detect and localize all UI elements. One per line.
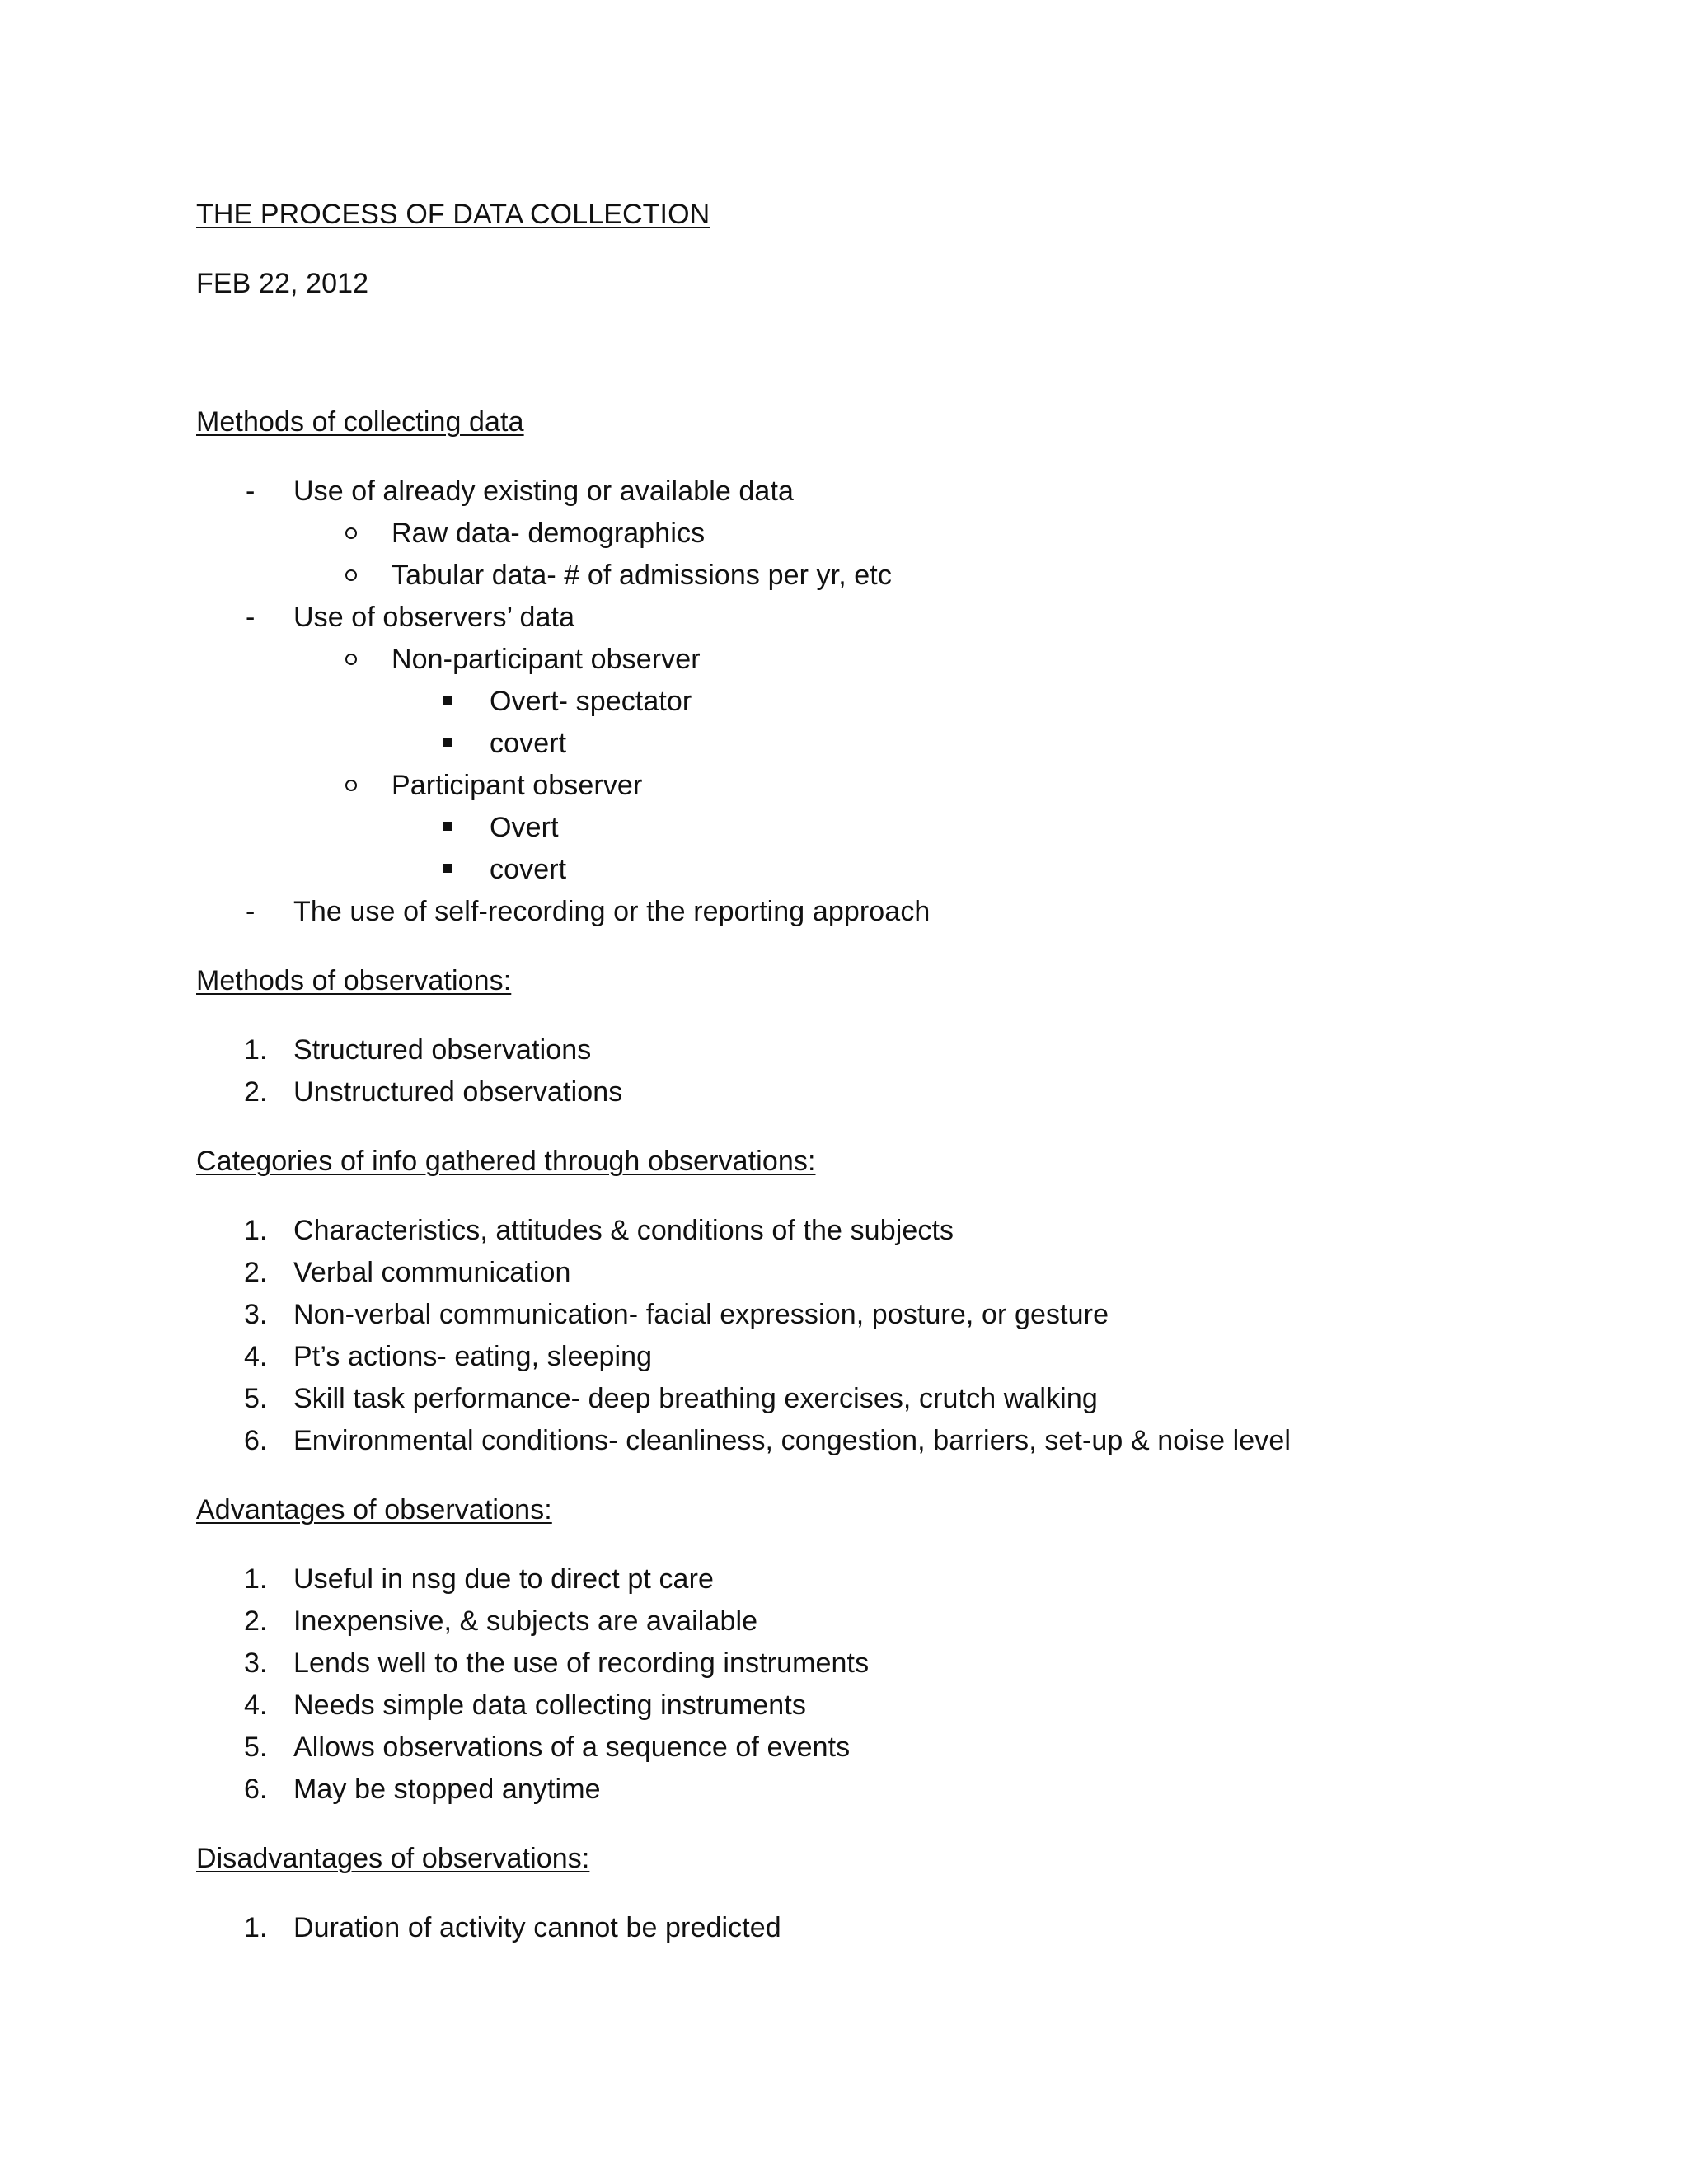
- list-number: 2.: [244, 1605, 268, 1637]
- list-number: 5.: [244, 1383, 268, 1414]
- hollow-circle-bullet: [345, 569, 357, 581]
- list-item: Non-verbal communication- facial expression, posture, or gesture: [293, 1299, 1109, 1330]
- square-bullet: [443, 738, 452, 747]
- list-item: Allows observations of a sequence of events: [293, 1732, 851, 1763]
- list-number: 6.: [244, 1425, 268, 1456]
- list-item: Raw data- demographics: [392, 518, 706, 549]
- list-item: Pt’s actions- eating, sleeping: [293, 1341, 653, 1372]
- list-item: Participant observer: [392, 770, 643, 801]
- list-number: 1.: [244, 1912, 268, 1943]
- list-item: Use of observers’ data: [293, 602, 575, 633]
- section-heading-observations: Methods of observations:: [196, 965, 512, 996]
- document-date: FEB 22, 2012: [196, 268, 369, 299]
- square-bullet: [443, 696, 452, 705]
- list-item: Non-participant observer: [392, 644, 701, 675]
- section-heading-collecting: Methods of collecting data: [196, 406, 524, 438]
- list-item: Duration of activity cannot be predicted: [293, 1912, 781, 1943]
- list-item: covert: [490, 728, 567, 759]
- list-item: Environmental conditions- cleanliness, congestion, barriers, set-up & noise level: [293, 1425, 1292, 1456]
- list-item: May be stopped anytime: [293, 1774, 601, 1805]
- list-item: Unstructured observations: [293, 1076, 623, 1108]
- list-item: Characteristics, attitudes & conditions of the subjects: [293, 1215, 954, 1246]
- list-item: Overt: [490, 812, 559, 843]
- section-heading-advantages: Advantages of observations:: [196, 1494, 552, 1526]
- list-number: 1.: [244, 1034, 268, 1066]
- list-item: Overt- spectator: [490, 686, 692, 717]
- list-item: Tabular data- # of admissions per yr, etc: [392, 560, 892, 591]
- list-number: 3.: [244, 1299, 268, 1330]
- square-bullet: [443, 864, 452, 873]
- list-item: The use of self-recording or the reporting approach: [293, 896, 931, 927]
- list-item: Skill task performance- deep breathing exercises, crutch walking: [293, 1383, 1098, 1414]
- section-heading-disadvantages: Disadvantages of observations:: [196, 1843, 590, 1874]
- list-item: Needs simple data collecting instruments: [293, 1690, 806, 1721]
- list-number: 6.: [244, 1774, 268, 1805]
- list-number: 3.: [244, 1647, 268, 1679]
- document-title: THE PROCESS OF DATA COLLECTION: [196, 199, 710, 230]
- list-number: 4.: [244, 1690, 268, 1721]
- list-item: Use of already existing or available data: [293, 476, 795, 507]
- dash-bullet: -: [246, 476, 256, 507]
- hollow-circle-bullet: [345, 527, 357, 539]
- list-item: Verbal communication: [293, 1257, 571, 1288]
- dash-bullet: -: [246, 896, 256, 927]
- hollow-circle-bullet: [345, 654, 357, 665]
- list-item: Structured observations: [293, 1034, 592, 1066]
- list-number: 1.: [244, 1563, 268, 1595]
- list-item: covert: [490, 854, 567, 885]
- list-number: 4.: [244, 1341, 268, 1372]
- list-item: Lends well to the use of recording instruments: [293, 1647, 870, 1679]
- list-number: 2.: [244, 1257, 268, 1288]
- dash-bullet: -: [246, 602, 256, 633]
- list-number: 5.: [244, 1732, 268, 1763]
- list-item: Useful in nsg due to direct pt care: [293, 1563, 714, 1595]
- hollow-circle-bullet: [345, 780, 357, 791]
- square-bullet: [443, 822, 452, 831]
- list-number: 2.: [244, 1076, 268, 1108]
- list-item: Inexpensive, & subjects are available: [293, 1605, 758, 1637]
- section-heading-categories: Categories of info gathered through observations:: [196, 1146, 816, 1177]
- list-number: 1.: [244, 1215, 268, 1246]
